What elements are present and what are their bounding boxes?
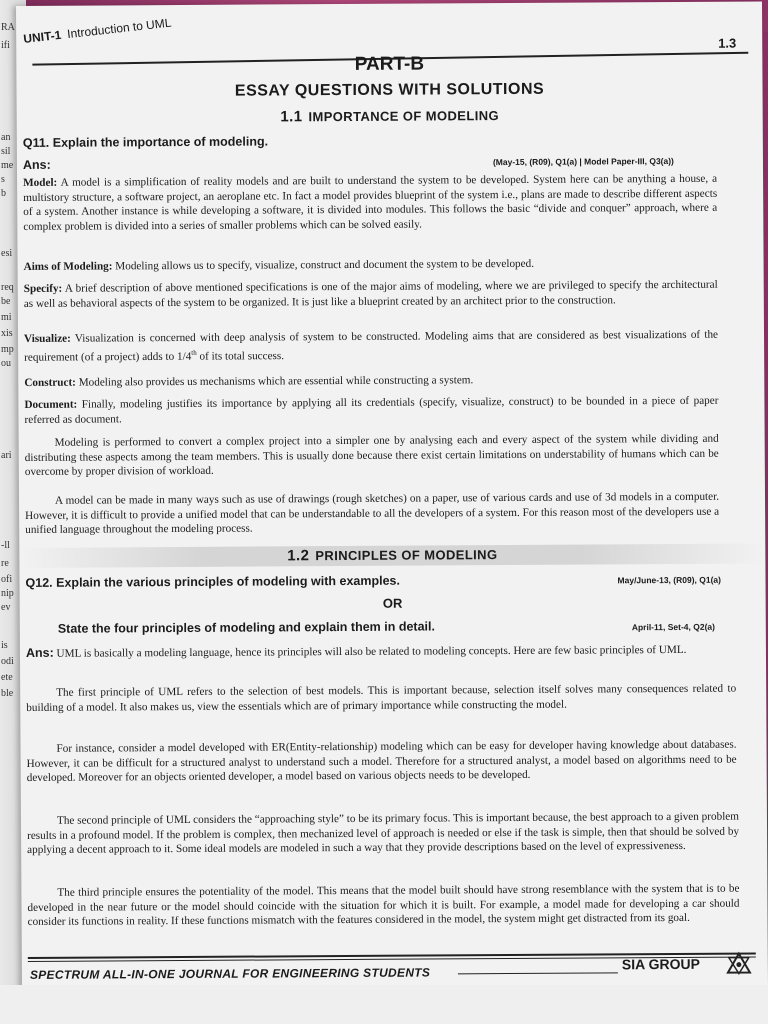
body-paragraph: The first principle of UML refers to the selection of best models. This is important because, selection itself solves many consequences related to building of a model. It also makes us, view the essentials which are of primary importance while constructing the model. (26, 682, 737, 714)
specify-text: A brief description of above mentioned specifications is one of the major aims of modeling, where we are privileged to specify the architectural as well as behavioral aspects of the system to be organized. It is just like a blueprint created by an architect prior to the construction. (23, 278, 718, 310)
unit-heading (23, 16, 172, 46)
bleed-text: ble (1, 688, 14, 699)
journal-name: SPECTRUM ALL-IN-ONE JOURNAL FOR ENGINEERING STUDENTS (29, 965, 431, 982)
bleed-text: odi (1, 656, 14, 667)
document-text: Finally, modeling justifies its importance by applying all its credentials (specify, visualize, construct) to be bounded in a piece of paper referred as document. (24, 394, 719, 426)
bleed-text: ifi (1, 40, 10, 51)
question-label: Q12. (25, 575, 53, 590)
question-text: Explain the importance of modeling. (52, 134, 269, 150)
bleed-text: -ll (1, 540, 10, 551)
term-model: Model: (23, 176, 58, 189)
or-separator: OR (382, 595, 403, 611)
term-specify: Specify: (23, 282, 63, 295)
bleed-text: ete (1, 672, 13, 683)
section-title: IMPORTANCE OF MODELING (308, 108, 500, 125)
section-number: 1.1 (280, 108, 303, 126)
bleed-text: be (1, 296, 11, 307)
question-q12-alt: State the four principles of modeling and explain them in detail. (57, 619, 435, 636)
q12-intro (26, 642, 736, 662)
construct-text: Modeling also provides us mechanisms which are essential while constructing a system. (78, 374, 474, 389)
answer-label: Ans: (22, 157, 51, 172)
section-title: PRINCIPLES OF MODELING (315, 547, 498, 564)
document-paragraph (24, 394, 718, 427)
answer-label: Ans: (25, 645, 54, 660)
question-q12 (25, 574, 400, 590)
brand-name: SIA GROUP (621, 955, 700, 973)
footer-line (458, 972, 618, 974)
question-label: Q11. (22, 135, 50, 150)
question-text: Explain the various principles of modeling with examples. (56, 573, 400, 590)
construct-paragraph (24, 372, 718, 391)
term-construct: Construct: (24, 376, 76, 389)
unit-label: UNIT-1 (22, 27, 63, 46)
bleed-text: s (1, 174, 5, 185)
unit-title: Introduction to UML (66, 15, 173, 42)
question-q11 (23, 134, 268, 149)
bleed-text: ari (1, 450, 12, 461)
bleed-text: ev (1, 602, 11, 613)
document-page (16, 1, 768, 991)
aims-text: Modeling allows us to specify, visualize, construct and document the system to be developed. (115, 257, 535, 273)
part-title: PART-B (354, 53, 425, 75)
bleed-text: is (1, 640, 8, 651)
term-visualize: Visualize: (23, 332, 71, 345)
body-paragraph: A model can be made in many ways such as use of drawings (rough sketches) on a paper, use of various cards and use of 3d models in a computer. However, it is difficult to provide a unified model that can be understandable to all the developers of a system. For this reason most of the developers use a unified language throughout the modeling process. (25, 490, 720, 537)
essay-title: ESSAY QUESTIONS WITH SOLUTIONS (234, 80, 545, 100)
bleed-text: req (1, 282, 14, 293)
section-heading-1-1 (17, 105, 763, 127)
bleed-text: xis (1, 328, 13, 339)
background-table (0, 985, 768, 1024)
bleed-text: ofi (1, 574, 13, 585)
specify-paragraph (24, 278, 718, 311)
section-number: 1.2 (287, 547, 310, 565)
visualize-text: Visualization is concerned with deep analysis of system to be constructed. Modeling aims that are considered as best visualizations of the requirement (of a project) adds to 1/4 (24, 328, 719, 364)
visualize-superscript: th (191, 348, 197, 357)
bleed-text: re (1, 558, 9, 569)
term-aims: Aims of Modeling: (23, 260, 113, 273)
body-paragraph: Modeling is performed to convert a complex project into a simpler one by analysing each and every aspect of the system while dividing and distributing these aspects among the team members. This is usually done because there exist certain limitations on understability of humans which can be overcome by proper division of workload. (24, 432, 719, 479)
intro-text: UML is basically a modeling language, hence its principles will also be related to modeling concepts. Here are few basic principles of UML. (56, 643, 687, 660)
page-number: 1.3 (718, 35, 737, 51)
body-paragraph: The second principle of UML considers the “approaching style” to be its primary focus. This is important because, the best approach to a given problem results in a profound model. If the problem is complex, then mechanized level of approach is needed or else if the task is simple, then that should be solved by applying a decent approach to it. Some ideal models are modeled in such a way that they provide descriptions based on the level of expressiveness. (27, 810, 740, 857)
bleed-text: an (1, 132, 11, 143)
section-heading-1-2 (19, 543, 765, 568)
bleed-text: nip (1, 588, 14, 599)
bleed-text: ou (1, 358, 11, 369)
body-paragraph: For instance, consider a model developed with ER(Entity-relationship) modeling which can be easy for developer having knowledge about databases. However, it can be difficult for a structured analyst to understand such a model. Therefore for a structured analyst, a model based on algorithms need to be developed. Moreover for an objects oriented developer, a model based on various objects needs to be developed. (26, 738, 737, 785)
body-paragraph: The third principle ensures the potentiality of the model. This means that the model built should have strong resemblance with the system that is to be developed in the near future or the model should coincide with the situation for which it is built. For example, a model made for developing a car should consider its functions in reality. If these functions mismatch with the features considered in the model, the system might get distracted from its goal. (27, 882, 740, 929)
bleed-text: b (1, 188, 6, 199)
visualize-text-end: of its total success. (196, 349, 285, 363)
model-text: A model is a simplification of reality models and are built to understand the system to be developed. System here can be anything a house, a multistory structure, a software project, an aeroplane etc. In fact a model provides blueprint of the system i.e., plans are made to describe different aspects of a system. Another instance is while developing a software, it is divided into modules. This follows the basic “divide and conquer” approach, where a complex problem is divided into a series of smaller problems which can be solved easily. (23, 172, 718, 233)
bleed-text: me (1, 160, 14, 171)
aims-of-modeling (24, 256, 718, 275)
question-reference-alt: April-11, Set-4, Q2(a) (631, 621, 715, 633)
question-reference: May/June-13, (R09), Q1(a) (617, 574, 722, 586)
bleed-text: mi (1, 312, 12, 323)
question-reference: (May-15, (R09), Q1(a) | Model Paper-III, Q3(a)) (492, 155, 674, 168)
sia-logo-icon (726, 952, 752, 976)
model-definition (23, 172, 717, 235)
bleed-text: sil (1, 146, 11, 157)
visualize-paragraph (24, 328, 718, 365)
bleed-text: mp (1, 344, 14, 355)
term-document: Document: (24, 398, 78, 411)
bleed-text: esi (1, 248, 13, 259)
bleed-text: RA (1, 22, 15, 33)
